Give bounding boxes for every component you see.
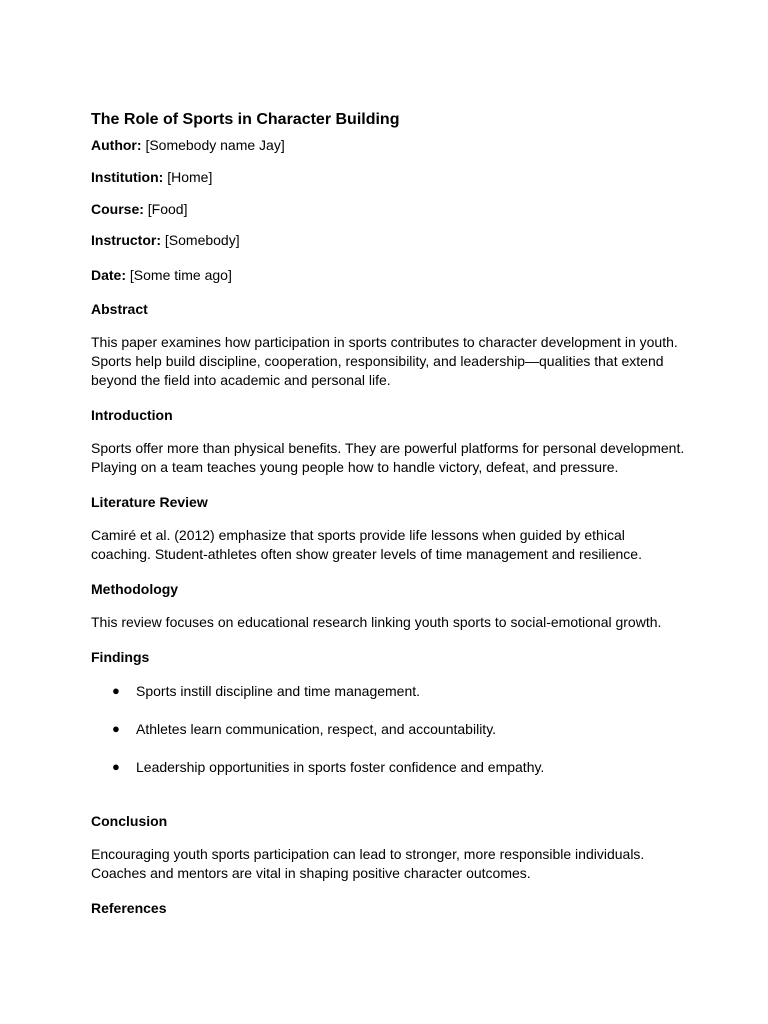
section-heading-literature-review: Literature Review bbox=[91, 494, 208, 510]
list-item bbox=[91, 682, 691, 700]
document-title: The Role of Sports in Character Building bbox=[91, 111, 400, 128]
list-item-text: Athletes learn communication, respect, and accountability. bbox=[136, 721, 497, 737]
findings-list bbox=[91, 682, 691, 776]
bullet-icon: ● bbox=[112, 721, 120, 736]
list-item bbox=[91, 758, 691, 776]
meta-label: Date: bbox=[91, 267, 127, 283]
meta-value: [Somebody] bbox=[164, 232, 240, 248]
text-line: coaching. Student-athletes often show greater levels of time management and resilience. bbox=[91, 546, 642, 562]
text-line: beyond the field into academic and personal life. bbox=[91, 372, 391, 388]
meta-date bbox=[91, 266, 691, 284]
text-line: Coaches and mentors are vital in shaping positive character outcomes. bbox=[91, 865, 531, 881]
meta-institution bbox=[91, 168, 691, 186]
section-heading-introduction: Introduction bbox=[91, 407, 173, 423]
meta-value: [Some time ago] bbox=[129, 267, 232, 283]
section-heading-conclusion: Conclusion bbox=[91, 813, 168, 829]
meta-author bbox=[91, 136, 691, 154]
meta-course bbox=[91, 200, 691, 218]
document-page bbox=[91, 110, 691, 917]
text-line: This paper examines how participation in sports contributes to character development in youth. bbox=[91, 334, 678, 350]
meta-value: [Home] bbox=[167, 169, 213, 185]
section-heading-abstract: Abstract bbox=[91, 301, 148, 317]
section-heading-references: References bbox=[91, 900, 167, 916]
meta-value: [Somebody name Jay] bbox=[145, 137, 285, 153]
meta-label: Institution: bbox=[91, 169, 164, 185]
introduction-paragraph bbox=[91, 439, 691, 477]
meta-label: Course: bbox=[91, 201, 144, 217]
list-item-text: Sports instill discipline and time management. bbox=[136, 683, 421, 699]
section-heading-methodology: Methodology bbox=[91, 581, 179, 597]
meta-label: Author: bbox=[91, 137, 142, 153]
bullet-icon: ● bbox=[112, 683, 120, 698]
text-line: Encouraging youth sports participation can lead to stronger, more responsible individuals. bbox=[91, 846, 645, 862]
section-heading-findings: Findings bbox=[91, 649, 150, 665]
conclusion-paragraph bbox=[91, 845, 691, 883]
meta-label: Instructor: bbox=[91, 232, 161, 248]
text-line: This review focuses on educational research linking youth sports to social-emotional growth. bbox=[91, 614, 662, 630]
text-line: Sports help build discipline, cooperation, responsibility, and leadership—qualities that extend bbox=[91, 353, 664, 369]
text-line: Playing on a team teaches young people how to handle victory, defeat, and pressure. bbox=[91, 459, 619, 475]
literature-review-paragraph bbox=[91, 526, 691, 564]
abstract-paragraph bbox=[91, 333, 691, 390]
meta-instructor bbox=[91, 231, 691, 249]
methodology-paragraph bbox=[91, 613, 691, 632]
list-item bbox=[91, 720, 691, 738]
bullet-icon: ● bbox=[112, 759, 120, 774]
list-item-text: Leadership opportunities in sports foster confidence and empathy. bbox=[136, 759, 545, 775]
text-line: Camiré et al. (2012) emphasize that sports provide life lessons when guided by ethical bbox=[91, 527, 625, 543]
meta-value: [Food] bbox=[147, 201, 188, 217]
text-line: Sports offer more than physical benefits. They are powerful platforms for personal development. bbox=[91, 440, 685, 456]
